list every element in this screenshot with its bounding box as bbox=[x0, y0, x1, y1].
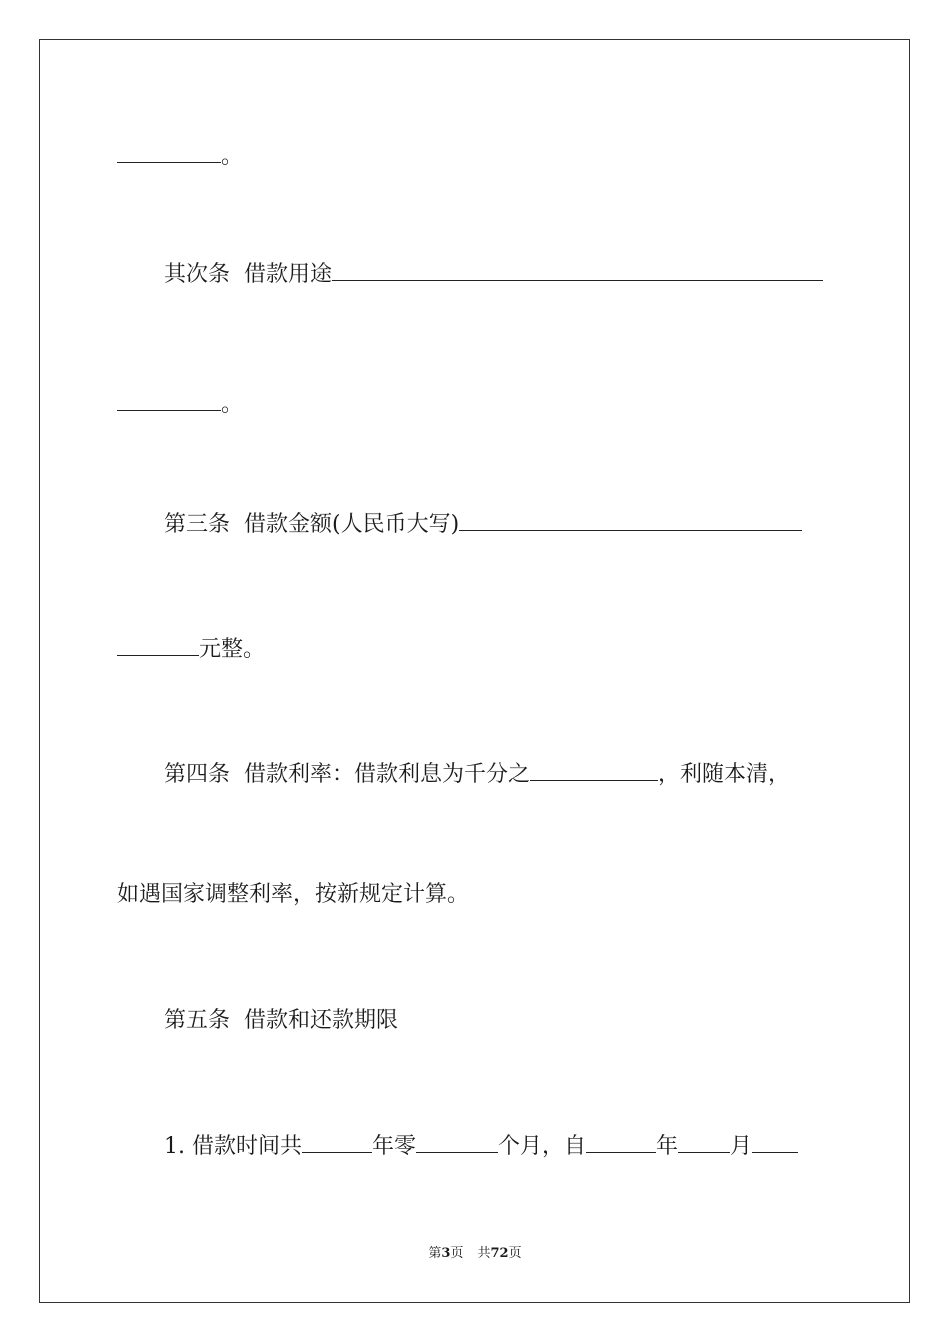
text-line-3 bbox=[117, 388, 243, 420]
clause-text: 借款利率：借款利息为千分之 bbox=[244, 762, 531, 787]
item-text: 年 bbox=[656, 1134, 679, 1159]
item-text: 1. 借款时间共 bbox=[164, 1134, 302, 1159]
text-line-7 bbox=[117, 880, 469, 910]
item-text: 月 bbox=[730, 1134, 753, 1159]
clause-label: 其次条 bbox=[164, 262, 231, 287]
clause-text: 借款用途 bbox=[244, 262, 333, 287]
clause-text: 借款金额(人民币大写) bbox=[244, 512, 460, 537]
fill-blank[interactable] bbox=[752, 1130, 798, 1153]
fill-blank[interactable] bbox=[678, 1130, 730, 1153]
page-footer bbox=[0, 1244, 950, 1264]
page-number: 3 bbox=[441, 1246, 451, 1261]
fill-blank[interactable] bbox=[332, 258, 823, 281]
fill-blank[interactable] bbox=[530, 758, 658, 781]
clause-2 bbox=[164, 258, 823, 290]
item-1 bbox=[164, 1130, 798, 1162]
fill-blank[interactable] bbox=[586, 1130, 656, 1153]
clause-after: ，利随本清， bbox=[658, 762, 791, 787]
clause-label: 第五条 bbox=[164, 1008, 231, 1033]
fill-blank[interactable] bbox=[117, 388, 221, 411]
line-text: 如遇国家调整利率，按新规定计算。 bbox=[117, 882, 470, 907]
fill-blank[interactable] bbox=[117, 633, 199, 656]
text-line-5 bbox=[117, 633, 265, 665]
footer-prefix: 第 bbox=[428, 1246, 442, 1261]
total-pages: 72 bbox=[490, 1246, 509, 1261]
footer-total-prefix: 共 bbox=[477, 1246, 491, 1261]
footer-suffix: 页 bbox=[508, 1246, 522, 1261]
clause-label: 第三条 bbox=[164, 512, 231, 537]
fill-blank[interactable] bbox=[459, 508, 802, 531]
line-tail: 元整。 bbox=[199, 637, 266, 662]
text-line-1 bbox=[117, 140, 243, 172]
clause-5 bbox=[164, 1006, 398, 1036]
fill-blank[interactable] bbox=[416, 1130, 498, 1153]
clause-label: 第四条 bbox=[164, 762, 231, 787]
fill-blank[interactable] bbox=[302, 1130, 372, 1153]
clause-text: 借款和还款期限 bbox=[244, 1008, 399, 1033]
clause-4 bbox=[164, 758, 790, 790]
fill-blank[interactable] bbox=[117, 140, 221, 163]
item-text: 个月，自 bbox=[498, 1134, 587, 1159]
footer-mid: 页 bbox=[450, 1246, 464, 1261]
clause-3 bbox=[164, 508, 802, 540]
page-frame bbox=[39, 39, 910, 1303]
item-text: 年零 bbox=[371, 1134, 416, 1159]
line-tail: 。 bbox=[221, 392, 244, 417]
line-tail: 。 bbox=[221, 144, 244, 169]
